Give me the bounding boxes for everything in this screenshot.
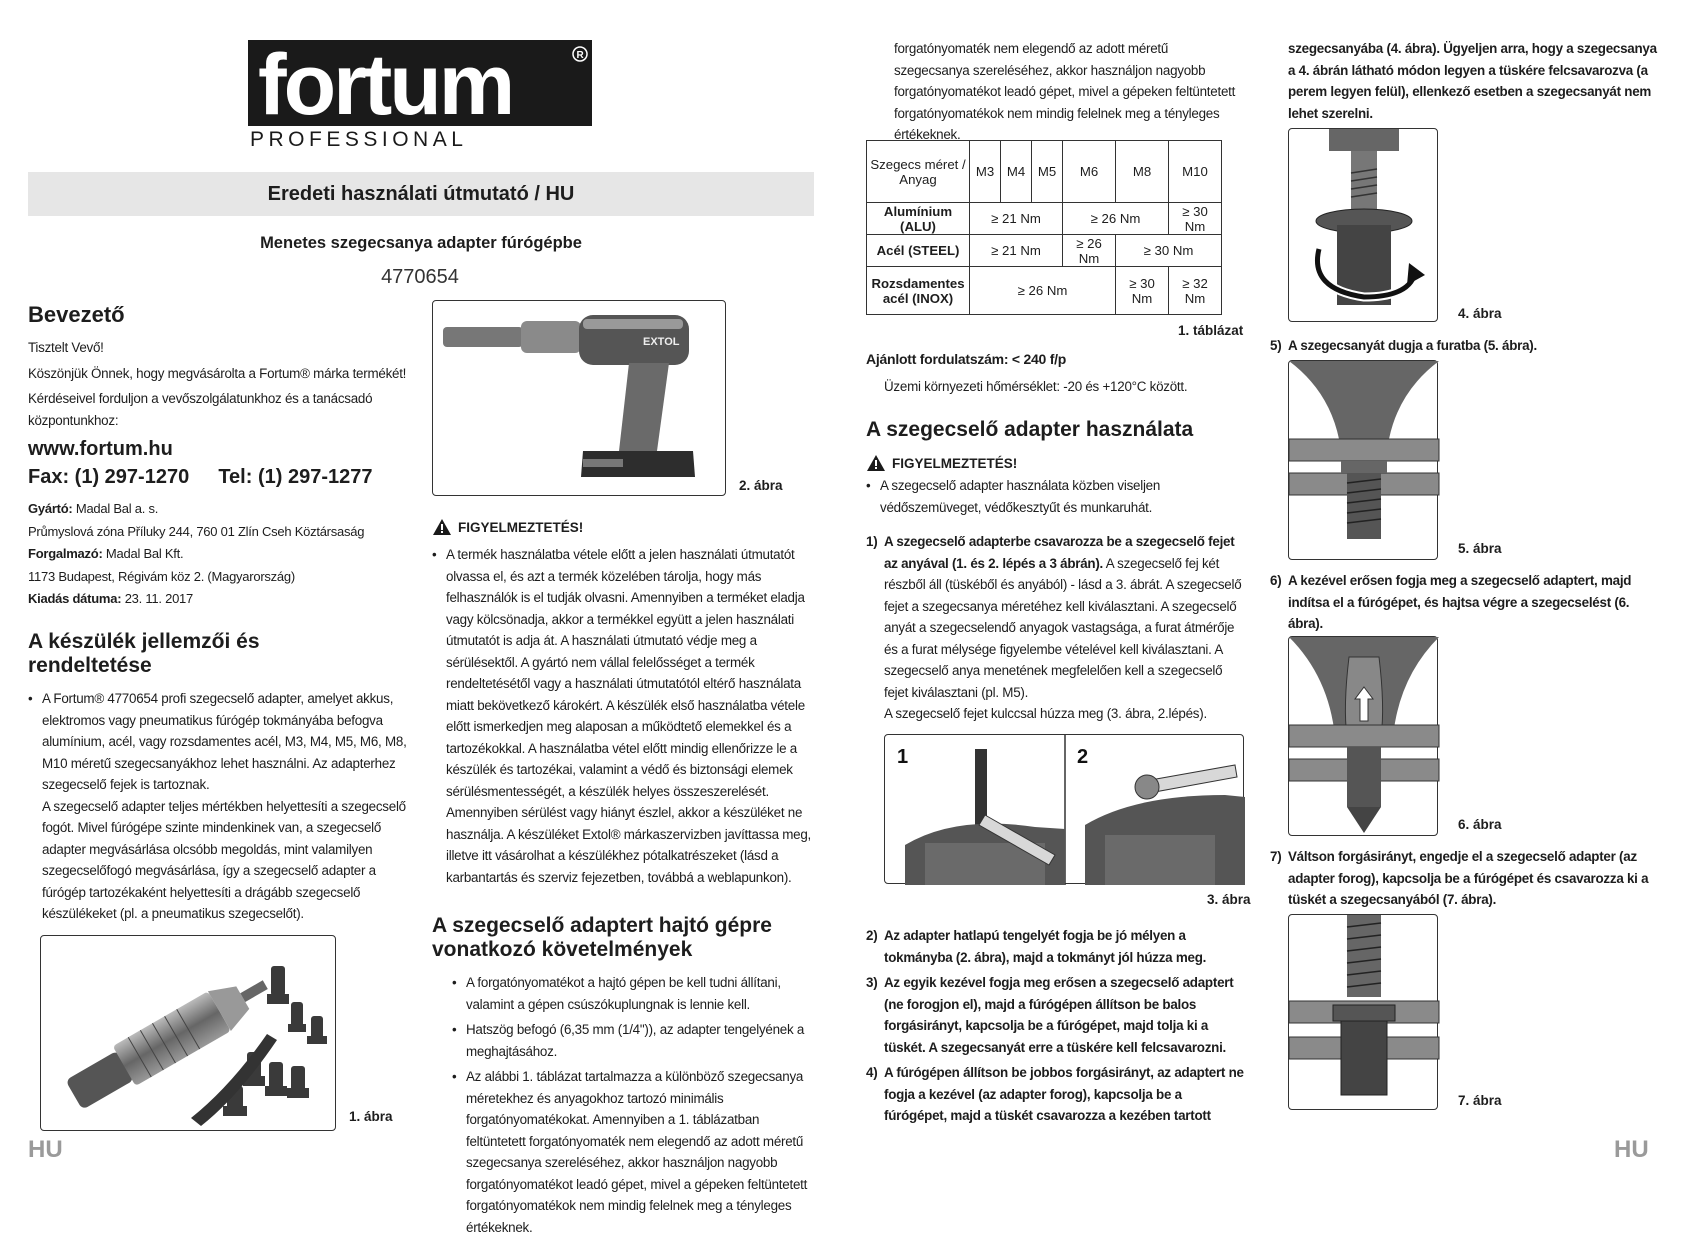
figure-6-label: 6. ábra [1458,817,1502,832]
table-cell: ≥ 21 Nm [970,235,1063,267]
figure-3-step-2: 2 [1077,746,1089,768]
table-cell: ≥ 26 Nm [1063,203,1169,235]
requirements-heading-l1: A szegecselő adaptert hajtó gépre [432,914,772,937]
features-heading [28,630,260,678]
warning-2-title-text: FIGYELMEZTETÉS! [892,455,1018,471]
figure-5-label: 5. ábra [1458,541,1502,556]
warning-1-text [432,544,814,888]
figure-4 [1288,128,1438,322]
dist-address: 1173 Budapest, Régivám köz 2. (Magyarország) [28,568,295,584]
warning-icon [432,518,452,536]
figure-4-illustration [1289,129,1439,323]
requirements-continued: forgatónyomaték nem elegendő az adott méretű szegecsanya szereléséhez, akkor használjon nagyobb forgatónyomatékot leadó gépet, mivel a gépeken feltüntetett forgatónyomatékok nem mindig felelnek meg a tényleges értékeknek. [894,41,1236,142]
warning-1-title [432,518,583,536]
intro-thanks: Köszönjük Önnek, hogy megvásárolta a Fortum® márka termékét! [28,365,407,381]
dist-label: Forgalmazó: [28,546,103,561]
warning-icon [866,454,886,472]
figure-7 [1288,914,1438,1110]
brand-logo [248,37,592,151]
svg-text:fortum: fortum [258,37,513,133]
features-heading-l2: rendeltetése [28,654,152,677]
product-code: 4770654 [381,266,459,288]
figure-1-label: 1. ábra [349,1109,393,1124]
features-bullet [28,688,416,925]
intro-greeting: Tisztelt Vevő! [28,340,104,355]
figure-3-step-1: 1 [897,746,909,768]
requirement-item: • Hatszög befogó (6,35 mm (1/4")), az adapter tengelyének a meghajtásához. [452,1019,812,1062]
table-cell: ≥ 30 Nm [1116,267,1169,315]
figure-6 [1288,636,1438,836]
torque-table [866,140,1222,315]
figure-2 [432,300,726,496]
table-size: M8 [1116,141,1169,203]
manual-title: Eredeti használati útmutató / HU [267,182,575,205]
dist: Madal Bal Kft. [105,546,184,561]
table-cell: ≥ 26 Nm [1063,235,1116,267]
figure-7-label: 7. ábra [1458,1093,1502,1108]
intro-contact: Kérdéseivel forduljon a vevőszolgálatunkhoz és a tanácsadó központunkhoz: [28,391,373,428]
step-7: 7) Váltson forgásirányt, engedje el a szegecselő adapter (az adapter forog), kapcsolja be a fúrógépet és csavarozza ki a tüskét a szegecsanyából (7. ábra). [1270,849,1649,907]
features-p2: A szegecselő adapter teljes mértékben helyettesíti a szegecselő fogót. Mivel fúrógépe szinte mindenkinek van, a szegecselő adapter megvásárlása olcsóbb megoldás, mint valamilyen szegecselőfogó megvásárlása, így a szegecselő adapter a fúrógép tartozékaként helyettesíti a drágább szegecselő készülékeket (pl. a pneumatikus szegecselőt). [42,798,406,921]
fax: Fax: (1) 297-1270 [28,466,190,488]
step-1-bold: A szegecselő adapterbe csavarozza be a szegecselő fejet az anyával (1. és 2. lépés a 3 ábrán). [884,534,1235,571]
drill-illustration [433,301,727,497]
requirements-heading [432,914,772,962]
maker-address: Průmyslová zóna Příluky 244, 760 01 Zlín Cseh Köztársaság [28,523,365,539]
footer-right-lang: HU [1614,1136,1649,1163]
date: 23. 11. 2017 [124,591,194,606]
figure-2-label: 2. ábra [739,478,783,493]
table-size: M3 [970,141,1001,203]
step-2: 2) Az adapter hatlapú tengelyét fogja be jó mélyen a tokmányba (2. ábra), majd a tokmányt jól húzza meg. [866,928,1207,965]
warning-2-text [866,475,1242,518]
table-size: M6 [1063,141,1116,203]
table-caption: 1. táblázat [1178,323,1244,338]
step-4: 4) A fúrógépen állítson be jobbos forgásirányt, az adaptert ne fogja a kezével (az adapter forog), kapcsolja be a fúrógépet, majd a tüskét csavarozza a kezében tartott [866,1065,1244,1123]
web-link[interactable]: www.fortum.hu [28,438,173,460]
table-corner: Szegecs méret / Anyag [867,141,970,203]
table-row-label: Alumínium (ALU) [867,203,970,235]
company-info [28,498,428,611]
temp-label: Üzemi környezeti hőmérséklet: -20 és +120°C között. [884,379,1188,394]
step-1-number: 1) [866,534,878,549]
table-cell: ≥ 30 Nm [1116,235,1222,267]
table-size: M10 [1169,141,1222,203]
usage-heading: A szegecselő adapter használata [866,418,1194,441]
features-heading-l1: A készülék jellemzői és [28,630,260,653]
requirements-heading-l2: vonatkozó követelmények [432,938,693,961]
features-p1: A Fortum® 4770654 profi szegecselő adapter, amelyet akkus, elektromos vagy pneumatikus fúrógép tokmányába befogva alumínium, acél, vagy rozsdamentes acél, M3, M4, M5, M6, M8, M10 méretű szegecsanyákhoz lehet használni. Az adapterhez szegecselő fejek is tartoznak. [42,691,407,792]
table-size: M4 [1001,141,1032,203]
warning-2-body: • A szegecselő adapter használata közben viseljen védőszemüveget, védőkesztyűt és munkaruhát. [866,475,1242,518]
figure-6-illustration [1289,637,1439,837]
figure-3 [884,734,1244,884]
step-3: 3) Az egyik kezével fogja meg erősen a szegecselő adaptert (ne forogjon el), majd a fúrógépen állítson be balos forgásirányt, kapcsolja be a fúrógépet, majd tolja ki a tüskét. A szegecsanyát erre a tüskére kell felcsavarozni. [866,975,1234,1055]
adapter-kit-illustration [41,936,337,1132]
step-1-text: A szegecselő fej két részből áll (tüskéből és anyából) - lásd a 3. ábrát. A szegecselő fejet a szegecsanya méretéhez kell kiválasztani. A szegecselő anyát a szegecselendő anyagok vastagsága, a furat átmérője és a furat mélysége figyelembe vételével kell kiválasztani. A szegecselő anya menetének megfelelően kell a szegecselő fejet kiválasztani (pl. M5). [884,555,1242,700]
maker: Madal Bal a. s. [75,501,159,516]
step-1 [866,531,1246,725]
footer-left-lang: HU [28,1136,63,1163]
table-cell: ≥ 21 Nm [970,203,1063,235]
warning-1-body: • A termék használatba vétele előtt a jelen használati útmutatót olvassa el, és azt a termék közelében tárolja, hogy más felhasználók is el tudják olvasni. Amennyiben a terméket eladja vagy kölcsönadja, akkor a termékkel együtt a jelen használati útmutatót is adja át. A használati útmutató védje meg a sérülésektől. A gyártó nem vállal felelősséget a termék rendeltetésétől vagy a használati útmutatótól eltérő használata miatt bekövetkező károkért. A készülék első használatba vétele előtt ismerkedjen meg alaposan a működtető elemekkel és a tartozékokkal. A használatba vétel előtt mindig ellenőrizze le a készülék és tartozékai, valamint a védő és biztonsági elemek sérülésmentességét, a készülék helyes összeszerelését. Amennyiben sérülést vagy hiányt észlel, akkor a készüléket ne használja. A készüléket Extol® márkaszervizben javíttassa meg, illetve itt vásárolhat a készülékhez pótalkatrészeket (lásd a karbantartás és szerviz fejezetben, továbbá a weblapunkon). [432,544,814,888]
figure-5-illustration [1289,361,1439,561]
figure-7-illustration [1289,915,1439,1111]
date-label: Kiadás dátuma: [28,591,122,606]
table-cell: ≥ 26 Nm [970,267,1116,315]
svg-text:R: R [576,50,584,61]
product-title: Menetes szegecsanya adapter fúrógépbe [260,234,582,252]
figure-5 [1288,360,1438,560]
phone-line [28,466,372,489]
warning-2-title [866,454,1017,472]
svg-text:PROFESSIONAL: PROFESSIONAL [250,128,468,151]
table-cell: ≥ 32 Nm [1169,267,1222,315]
step-1-text2: A szegecselő fejet kulccsal húzza meg (3. ábra, 2.lépés). [884,706,1207,721]
maker-label: Gyártó: [28,501,73,516]
wrench-steps-illustration [885,735,1245,885]
table-row-label: Acél (STEEL) [867,235,970,267]
warning-1-title-text: FIGYELMEZTETÉS! [458,519,584,535]
requirement-item: • A forgatónyomatékot a hajtó gépen be kell tudni állítani, valamint a gépen csúszókuplungnak is lennie kell. [452,972,812,1015]
step-6: 6) A kezével erősen fogja meg a szegecselő adaptert, majd indítsa el a fúrógépet, és hajtsa végre a szegecselést (6. ábra). [1270,573,1632,631]
table-row-label: Rozsdamentes acél (INOX) [867,267,970,315]
table-cell: ≥ 30 Nm [1169,203,1222,235]
tel: Tel: (1) 297-1277 [218,466,373,488]
requirement-item: • Az alábbi 1. táblázat tartalmazza a különböző szegecsanya méretekhez és anyagokhoz tartozó minimális forgatónyomatékokat. Amennyiben a 1. táblázatban feltüntetett forgatónyomaték nem elegendő az adott méretű szegecsanya szereléséhez, akkor használjon nagyobb forgatónyomatékot leadó gépet, mivel a gépeken feltüntetett forgatónyomatékok nem mindig felelnek meg a tényleges értékeknek. [452,1066,812,1130]
figure-4-label: 4. ábra [1458,306,1502,321]
figure-1 [40,935,336,1131]
step-5: 5) A szegecsanyát dugja a furatba (5. ábra). [1270,338,1537,353]
manual-title-bar [28,172,814,216]
requirements-list [452,972,812,1235]
drill-brand: EXTOL [643,336,680,348]
features-text [28,688,416,925]
intro-heading: Bevezető [28,302,125,327]
step-4-continued: szegecsanyába (4. ábra). Ügyeljen arra, hogy a szegecsanya a 4. ábrán látható módon legyen a tüskére felcsavarozva (a perem legyen felül), ellenkező esetben a szegecsanyát nem lehet szerelni. [1288,41,1657,121]
figure-3-label: 3. ábra [1207,892,1251,907]
intro-block [28,337,413,431]
rpm-label: Ajánlott fordulatszám: < 240 f/p [866,351,1067,367]
steps-2-4 [866,925,1246,1127]
table-size: M5 [1032,141,1063,203]
